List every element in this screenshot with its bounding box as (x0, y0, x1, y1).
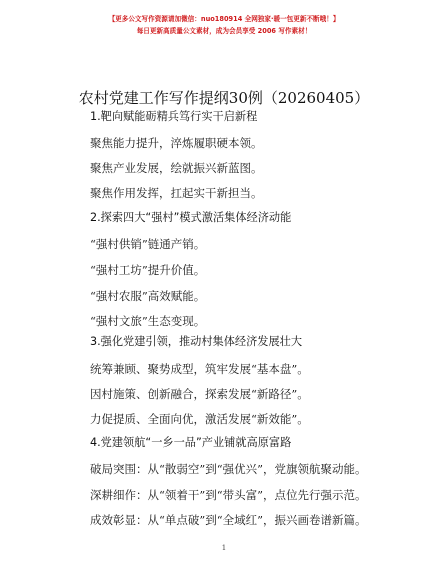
section-heading-1: 1.靶向赋能砺精兵笃行实干启新程 (90, 110, 258, 123)
body-line: “强村工坊”提升价值。 (90, 263, 206, 277)
body-line: 统筹兼顾、聚势成型，筑牢发展“基本盘”。 (90, 362, 309, 376)
banner-line-1: 【更多公文写作资源请加微信：nuo180914 全网独家·暖一包更新不断哦！】 (108, 15, 340, 23)
body-line: 成效彰显：从“单点破”到“全域红”，振兴画卷谱新篇。 (90, 513, 367, 527)
body-line: 聚焦产业发展，绘就振兴新蓝图。 (90, 161, 263, 175)
body-line: “强村文旅”生态变现。 (90, 314, 206, 328)
banner-line-2: 每日更新高质量公文素材，成为会员享受 2006 写作素材！ (136, 27, 312, 35)
section-heading-3: 3.强化党建引领，推动村集体经济发展壮大 (90, 335, 303, 348)
document-title: 农村党建工作写作提纲30例（20260405） (78, 89, 370, 107)
body-line: 破局突围：从“散弱空”到“强优兴”，党旗领航聚动能。 (90, 462, 367, 476)
body-line: 力促提质、全面向优，激活发展“新效能”。 (90, 412, 309, 426)
body-line: “强村农服”高效赋能。 (90, 289, 206, 303)
body-line: 因村施策、创新融合，探索发展“新路径”。 (90, 387, 309, 401)
body-line: “强村供销”链通产销。 (90, 237, 206, 251)
body-line: 聚焦能力提升，淬炼履职硬本领。 (90, 136, 263, 150)
body-line: 深耕细作：从“领着干”到“带头富”，点位先行强示范。 (90, 488, 367, 502)
page-number: 1 (221, 544, 227, 552)
section-heading-2: 2.探索四大“强村”模式激活集体经济动能 (90, 211, 292, 224)
section-heading-4: 4.党建领航“一乡一品”产业铺就高原富路 (90, 436, 292, 449)
body-line: 聚焦作用发挥，扛起实干新担当。 (90, 186, 263, 200)
